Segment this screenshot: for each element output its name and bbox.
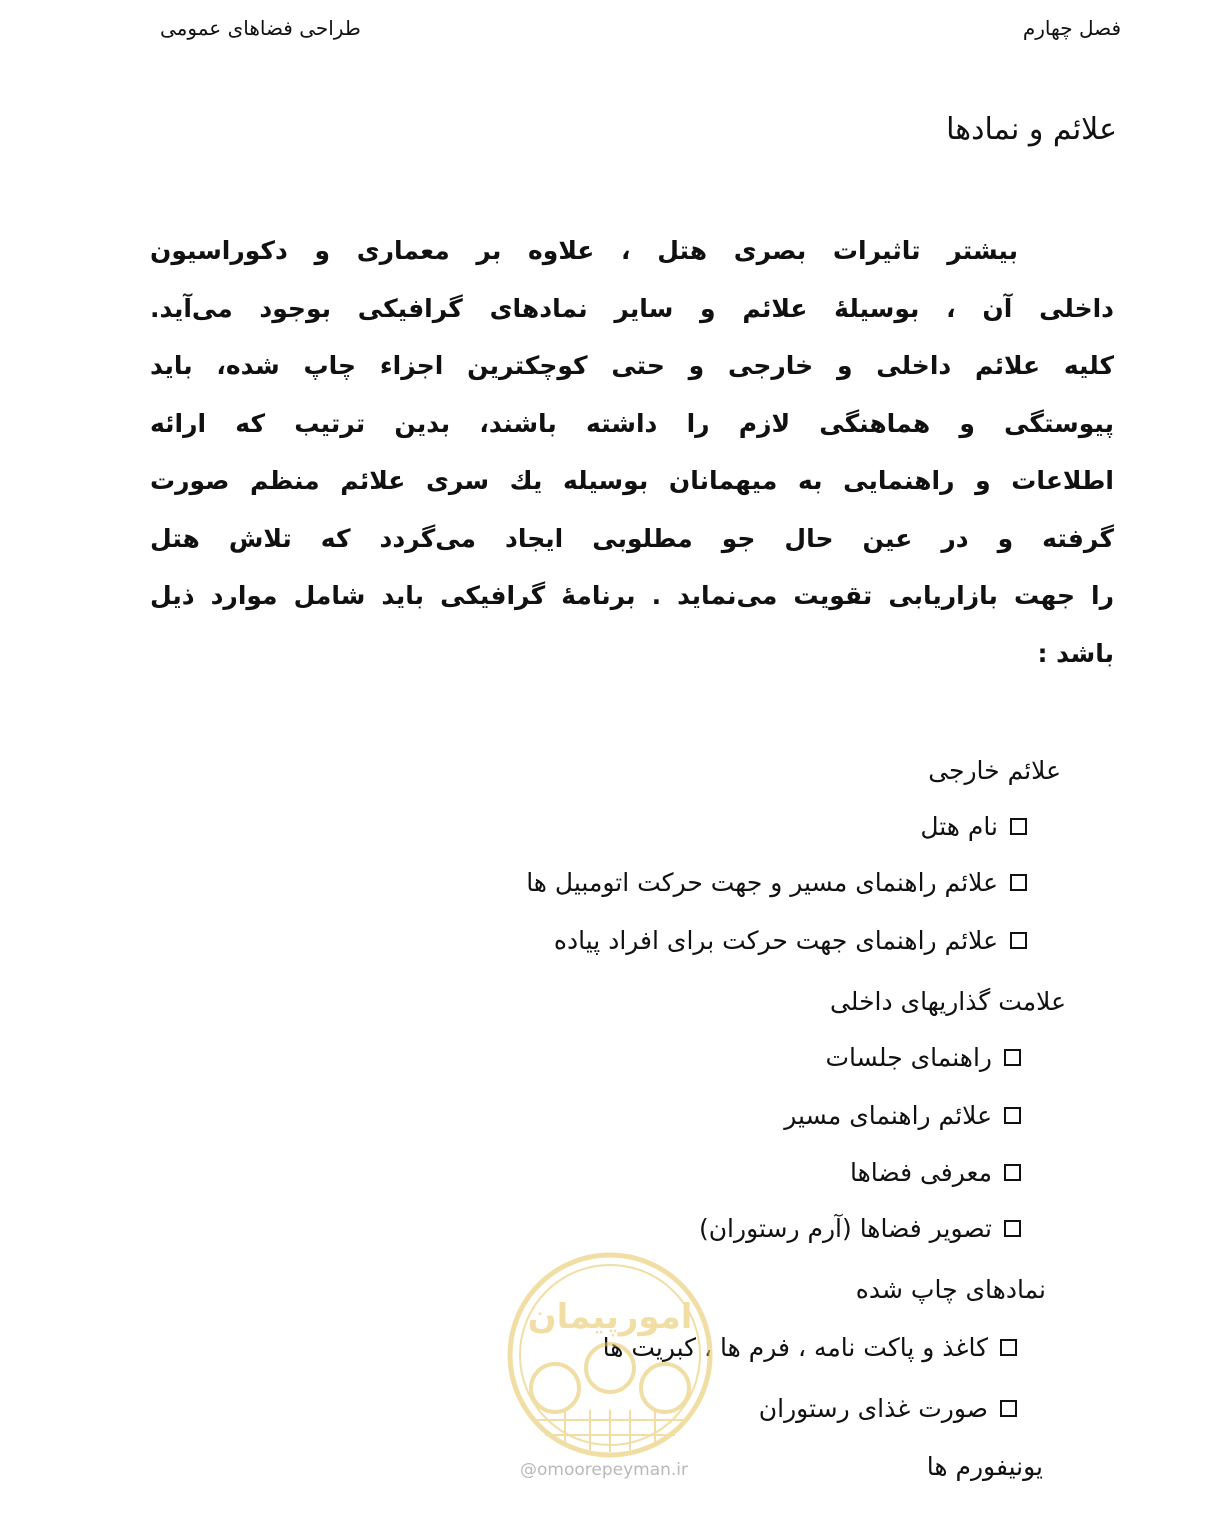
paragraph-line: داخلی آن ، بوسیلهٔ علائم و سایر نمادهای گرافیکی بوجود می‌آید.	[150, 293, 1114, 323]
paragraph-line: اطلاعات و راهنمایی به میهمانان بوسیله یك سری علائم منظم صورت	[150, 466, 1114, 495]
list-item-label: علائم راهنمای مسیر و جهت حرکت اتومبیل ها	[526, 868, 998, 897]
checkbox-icon	[1000, 1339, 1017, 1356]
list-item-label: تصویر فضاها (آرم رستوران)	[698, 1214, 992, 1243]
list-item	[920, 812, 1027, 841]
heading-uniforms: یونیفورم ها	[926, 1452, 1043, 1481]
paragraph-line: کلیه علائم داخلی و خارجی و حتی کوچکترین اجزاء چاپ شده، باید	[150, 351, 1114, 380]
list-item	[526, 868, 1027, 897]
heading-interior-signage: علامت گذاریهای داخلی	[829, 987, 1066, 1016]
list-item	[554, 926, 1027, 955]
paragraph-line: گرفته و در عین حال جو مطلوبی ایجاد می‌گردد که تلاش هتل	[150, 523, 1114, 553]
list-item-label: علائم راهنمای مسیر	[784, 1101, 992, 1130]
list-item	[699, 1214, 1021, 1243]
watermark-stamp	[505, 1250, 715, 1460]
list-item-label: نام هتل	[920, 812, 998, 841]
paragraph-line: باشد :	[1037, 638, 1114, 668]
watermark-url: @omoorepeyman.ir	[520, 1460, 689, 1480]
checkbox-icon	[1004, 1164, 1021, 1181]
heading-exterior-signs: علائم خارجی	[928, 756, 1061, 785]
list-item	[825, 1043, 1021, 1072]
book-title: طراحی فضاهای عمومی	[160, 16, 361, 40]
checkbox-icon	[1000, 1400, 1017, 1417]
paragraph-line: بیشتر تاثیرات بصری هتل ، علاوه بر معماری و دکوراسیون	[150, 236, 1018, 265]
list-item-label: كاغذ و پاکت نامه ، فرم ها ، کبریت ها	[602, 1333, 988, 1362]
heading-printed-symbols: نمادهای چاپ شده	[855, 1275, 1046, 1304]
checkbox-icon	[1010, 818, 1027, 835]
checkbox-icon	[1010, 932, 1027, 949]
list-item-label: راهنمای جلسات	[825, 1043, 992, 1072]
list-item	[759, 1394, 1017, 1423]
list-item-label: علائم راهنمای جهت حرکت برای افراد پیاده	[553, 926, 998, 955]
section-title: علائم و نمادها	[946, 112, 1117, 147]
watermark-logo-text: امورپیمان	[527, 1297, 693, 1337]
paragraph-line: را جهت بازاریابی تقویت می‌نماید . برنامهٔ گرافیکی باید شامل موارد ذیل	[150, 581, 1114, 610]
checkbox-icon	[1004, 1049, 1021, 1066]
list-item	[784, 1101, 1021, 1130]
chapter-label: فصل چهارم	[1022, 16, 1121, 40]
body-paragraph	[150, 222, 1114, 682]
list-item-label: صورت غذای رستوران	[758, 1394, 988, 1423]
checkbox-icon	[1004, 1107, 1021, 1124]
checkbox-icon	[1010, 874, 1027, 891]
checkbox-icon	[1004, 1220, 1021, 1237]
list-item	[850, 1158, 1021, 1187]
paragraph-line: پیوستگی و هماهنگی لازم را داشته باشند، بدین ترتیب که ارائه	[150, 408, 1114, 438]
list-item-label: معرفی فضاها	[849, 1158, 992, 1187]
